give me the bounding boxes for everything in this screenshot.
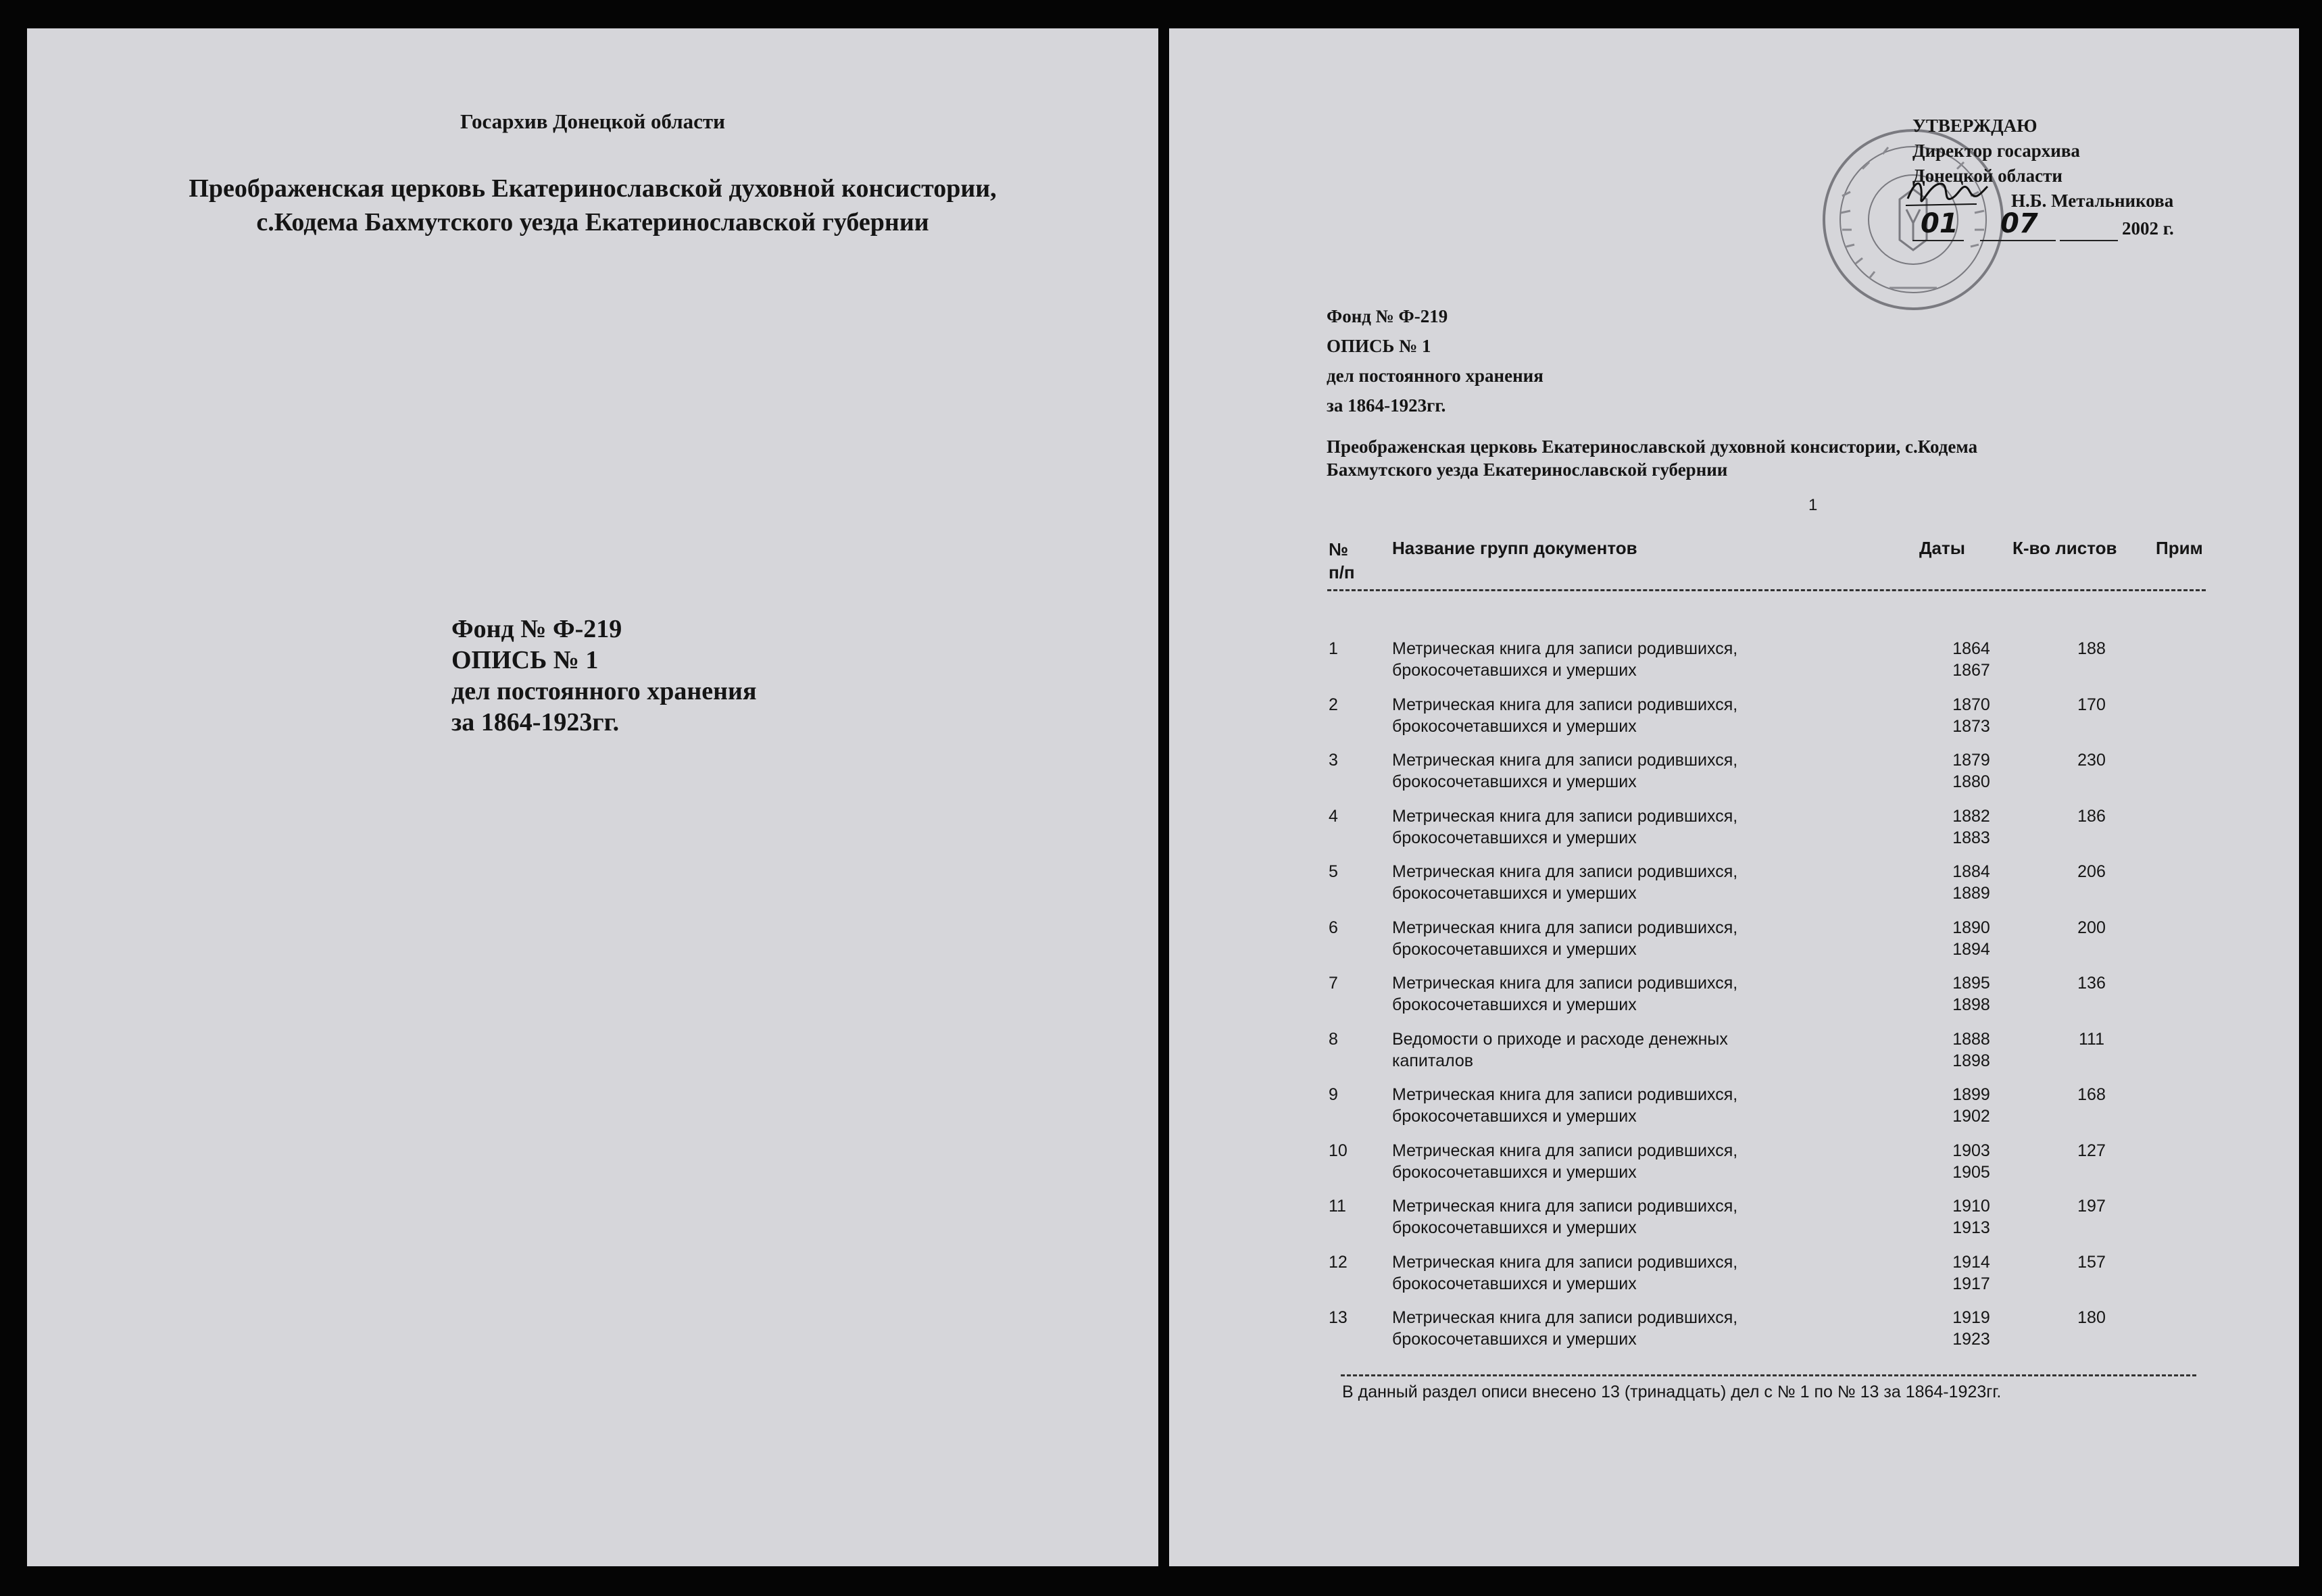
fond-number: Фонд № Ф-219: [451, 615, 622, 643]
row-dates: [1934, 638, 2008, 681]
table-row: [1169, 861, 2299, 916]
row-title-line: Ведомости о приходе и расходе денежных: [1392, 1029, 1728, 1049]
row-dates: [1934, 694, 2008, 737]
row-dates: [1934, 1307, 2008, 1350]
archive-name: Госархив Донецкой области: [460, 109, 726, 133]
row-sheet-count: 188: [2077, 639, 2106, 658]
row-title-line: Метрическая книга для записи родившихся,: [1392, 1197, 1738, 1216]
row-title-line: брокосочетавшихся и умерших: [1392, 1330, 1637, 1349]
row-title-line: Метрическая книга для записи родившихся,: [1392, 695, 1738, 714]
row-title-line: Метрическая книга для записи родившихся,: [1392, 862, 1738, 881]
table-row: [1169, 1251, 2299, 1307]
row-date-start: 1910: [1952, 1197, 1990, 1216]
row-title-line: Метрическая книга для записи родившихся,: [1392, 974, 1738, 993]
row-number: 10: [1329, 1141, 1348, 1160]
footer-note: В данный раздел описи внесено 13 (тринадцать) дел с № 1 по № 13 за 1864-1923гг.: [1342, 1382, 2002, 1401]
header-name: Название групп документов: [1392, 538, 1637, 558]
header-dates: Даты: [1919, 538, 1965, 558]
footer-divider: [1341, 1374, 2196, 1376]
row-title-line: брокосочетавшихся и умерших: [1392, 995, 1637, 1014]
fund-name: [1327, 435, 2205, 481]
row-title: [1392, 1028, 1811, 1072]
date-month: 07: [2000, 208, 2038, 239]
row-title-line: брокосочетавшихся и умерших: [1392, 716, 1637, 736]
row-title-line: Метрическая книга для записи родившихся,: [1392, 751, 1738, 770]
date-month-blank: [1980, 208, 2056, 241]
approval-date: [1912, 208, 2174, 241]
approval-block: [1912, 114, 2174, 241]
fund-title: [27, 172, 1158, 239]
row-title: [1392, 1307, 1811, 1350]
inventory-number: ОПИСЬ № 1: [1327, 336, 1431, 356]
table-row: [1169, 1140, 2299, 1195]
row-date-start: 1890: [1952, 918, 1990, 937]
row-number: 1: [1329, 639, 1338, 658]
row-title-line: Метрическая книга для записи родившихся,: [1392, 918, 1738, 937]
row-dates: [1934, 1028, 2008, 1072]
storage-type: дел постоянного хранения: [1327, 366, 1543, 386]
row-number: 2: [1329, 695, 1338, 714]
date-year: 2002 г.: [2122, 218, 2174, 239]
row-sheet-count: 170: [2077, 695, 2106, 714]
row-date-start: 1882: [1952, 806, 1990, 826]
row-date-start: 1899: [1952, 1085, 1990, 1104]
row-dates: [1934, 749, 2008, 793]
row-title-line: брокосочетавшихся и умерших: [1392, 1218, 1637, 1237]
row-dates: [1934, 1084, 2008, 1127]
row-dates: [1934, 1140, 2008, 1183]
row-title: [1392, 749, 1811, 793]
header-number-line2: п/п: [1329, 562, 1355, 582]
table-row: [1169, 1084, 2299, 1139]
table-row: [1169, 805, 2299, 861]
date-range: за 1864-1923гг.: [451, 708, 620, 737]
approval-heading: УТВЕРЖДАЮ: [1912, 116, 2037, 136]
fund-name-line: Бахмутского уезда Екатеринославской губернии: [1327, 459, 1728, 480]
row-number: 5: [1329, 862, 1338, 881]
row-sheet-count: 200: [2077, 918, 2106, 937]
approval-position: Директор госархива: [1912, 141, 2080, 161]
row-dates: [1934, 972, 2008, 1016]
row-date-start: 1919: [1952, 1308, 1990, 1327]
approval-organization: Донецкой области: [1912, 166, 2062, 186]
row-date-end: 1917: [1952, 1274, 1990, 1293]
row-title: [1392, 917, 1811, 960]
row-title-line: Метрическая книга для записи родившихся,: [1392, 806, 1738, 826]
approval-signatory: Н.Б. Метальникова: [2011, 191, 2174, 211]
table-row: [1169, 638, 2299, 693]
row-date-end: 1898: [1952, 995, 1990, 1014]
row-date-end: 1913: [1952, 1218, 1990, 1237]
row-title: [1392, 861, 1811, 904]
row-date-end: 1880: [1952, 772, 1990, 791]
row-title-line: капиталов: [1392, 1051, 1474, 1070]
row-title: [1392, 972, 1811, 1016]
date-range: за 1864-1923гг.: [1327, 395, 1446, 416]
row-date-start: 1884: [1952, 862, 1990, 881]
date-underline: [2060, 221, 2118, 241]
row-date-end: 1867: [1952, 661, 1990, 680]
row-title-line: брокосочетавшихся и умерших: [1392, 1107, 1637, 1126]
row-sheet-count: 230: [2077, 751, 2106, 770]
table-row: [1169, 749, 2299, 805]
row-number: 8: [1329, 1029, 1338, 1049]
table-row: [1169, 694, 2299, 749]
row-title-line: Метрическая книга для записи родившихся,: [1392, 1085, 1738, 1104]
inventory-number: ОПИСЬ № 1: [451, 646, 599, 674]
row-sheet-count: 157: [2077, 1252, 2106, 1272]
row-title: [1392, 1251, 1811, 1295]
row-title-line: брокосочетавшихся и умерших: [1392, 828, 1637, 847]
row-date-start: 1879: [1952, 751, 1990, 770]
row-title: [1392, 805, 1811, 849]
row-number: 3: [1329, 751, 1338, 770]
row-date-end: 1894: [1952, 939, 1990, 959]
row-date-start: 1903: [1952, 1141, 1990, 1160]
row-dates: [1934, 861, 2008, 904]
row-dates: [1934, 805, 2008, 849]
inventory-page: [1169, 28, 2299, 1566]
row-title-line: брокосочетавшихся и умерших: [1392, 1274, 1637, 1293]
row-sheet-count: 197: [2077, 1197, 2106, 1216]
header-divider: [1327, 589, 2206, 591]
table-row: [1169, 1307, 2299, 1362]
row-title-line: Метрическая книга для записи родившихся,: [1392, 1252, 1738, 1272]
header-number: [1329, 538, 1355, 584]
row-title: [1392, 1140, 1811, 1183]
storage-type: дел постоянного хранения: [451, 677, 757, 705]
row-date-end: 1905: [1952, 1162, 1990, 1182]
header-notes: Прим: [2156, 538, 2203, 558]
cover-page: [27, 28, 1158, 1566]
row-date-end: 1923: [1952, 1330, 1990, 1349]
row-date-start: 1870: [1952, 695, 1990, 714]
row-sheet-count: 111: [2078, 1029, 2104, 1049]
date-day-blank: [1912, 208, 1964, 241]
row-number: 4: [1329, 806, 1338, 826]
row-date-end: 1898: [1952, 1051, 1990, 1070]
row-title-line: брокосочетавшихся и умерших: [1392, 772, 1637, 791]
row-title: [1392, 694, 1811, 737]
page-number: 1: [1808, 496, 1818, 514]
row-sheet-count: 168: [2077, 1085, 2106, 1104]
fond-number: Фонд № Ф-219: [1327, 306, 1448, 326]
row-title: [1392, 1195, 1811, 1239]
table-row: [1169, 917, 2299, 972]
fund-title-line: Преображенская церковь Екатеринославской духовной консистории,: [189, 174, 997, 203]
table-row: [1169, 1195, 2299, 1251]
row-number: 12: [1329, 1252, 1348, 1272]
row-title-line: брокосочетавшихся и умерших: [1392, 939, 1637, 959]
fund-name-line: Преображенская церковь Екатеринославской духовной консистории, с.Кодема: [1327, 437, 1978, 457]
row-number: 11: [1329, 1197, 1346, 1216]
fond-block: [1327, 301, 1543, 420]
row-number: 9: [1329, 1085, 1338, 1104]
row-title-line: брокосочетавшихся и умерших: [1392, 1162, 1637, 1182]
row-number: 13: [1329, 1308, 1348, 1327]
header-number-line1: №: [1329, 539, 1348, 559]
row-title-line: Метрическая книга для записи родившихся,: [1392, 1141, 1738, 1160]
row-sheet-count: 136: [2077, 974, 2106, 993]
row-title-line: Метрическая книга для записи родившихся,: [1392, 1308, 1738, 1327]
row-number: 7: [1329, 974, 1338, 993]
row-title-line: Метрическая книга для записи родившихся,: [1392, 639, 1738, 658]
row-title: [1392, 1084, 1811, 1127]
row-date-end: 1902: [1952, 1107, 1990, 1126]
fond-block: [451, 614, 757, 738]
row-sheet-count: 206: [2077, 862, 2106, 881]
row-title-line: брокосочетавшихся и умерших: [1392, 884, 1637, 903]
row-dates: [1934, 1195, 2008, 1239]
row-date-end: 1883: [1952, 828, 1990, 847]
header-sheets: К-во листов: [2012, 538, 2117, 558]
row-date-start: 1888: [1952, 1029, 1990, 1049]
table-row: [1169, 1028, 2299, 1084]
date-day: 01: [1921, 208, 1958, 239]
row-date-start: 1864: [1952, 639, 1990, 658]
row-title: [1392, 638, 1811, 681]
row-sheet-count: 127: [2077, 1141, 2106, 1160]
row-dates: [1934, 917, 2008, 960]
row-date-end: 1873: [1952, 716, 1990, 736]
fund-title-line: с.Кодема Бахмутского уезда Екатеринославской губернии: [256, 208, 929, 236]
row-date-start: 1914: [1952, 1252, 1990, 1272]
row-sheet-count: 186: [2077, 806, 2106, 826]
row-dates: [1934, 1251, 2008, 1295]
table-row: [1169, 972, 2299, 1028]
row-date-start: 1895: [1952, 974, 1990, 993]
row-date-end: 1889: [1952, 884, 1990, 903]
row-number: 6: [1329, 918, 1338, 937]
row-sheet-count: 180: [2077, 1308, 2106, 1327]
row-title-line: брокосочетавшихся и умерших: [1392, 661, 1637, 680]
